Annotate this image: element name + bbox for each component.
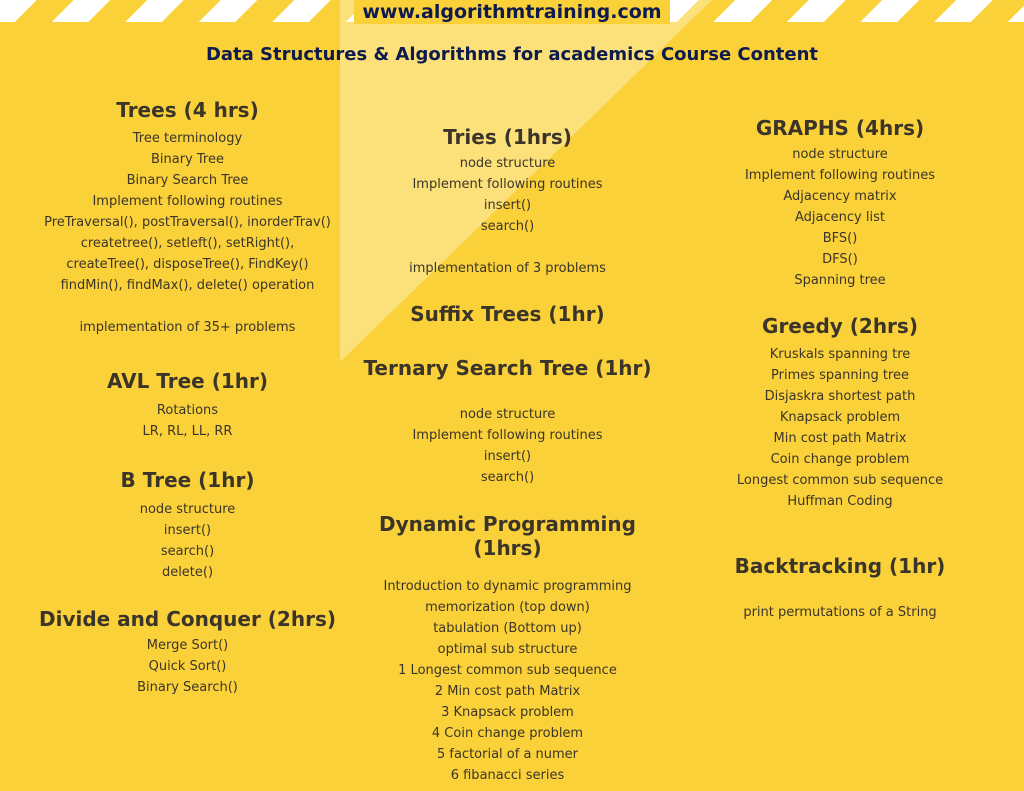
list-item: Binary Search Tree <box>126 173 249 188</box>
list-item: 5 factorial of a numer <box>436 747 579 762</box>
site-url[interactable] <box>0 0 1024 26</box>
list-item: Huffman Coding <box>787 494 893 509</box>
list-item: 6 fibanacci series <box>450 768 565 783</box>
list-item: node structure <box>792 147 888 162</box>
list-item: 1 Longest common sub sequence <box>398 663 617 678</box>
list-item: delete() <box>161 565 214 580</box>
section-title: Trees (4 hrs) <box>116 98 259 122</box>
list-item: optimal sub structure <box>437 642 578 657</box>
list-item <box>30 296 345 317</box>
section-title: Ternary Search Tree (1hr) <box>363 356 652 380</box>
list-item: Binary Tree <box>151 152 224 167</box>
list-item: Tree terminology <box>132 131 243 146</box>
list-item: createTree(), disposeTree(), FindKey() <box>66 257 309 272</box>
list-item: search() <box>160 544 215 559</box>
list-item: Longest common sub sequence <box>736 473 944 488</box>
list-item: Implement following routines <box>744 168 936 183</box>
list-item: Adjacency matrix <box>783 189 897 204</box>
section-title: Tries (1hrs) <box>443 125 572 149</box>
list-item: 3 Knapsack problem <box>441 705 574 720</box>
section-greedy <box>690 314 990 512</box>
list-item: createtree(), setleft(), setRight(), <box>80 236 295 251</box>
list-item: print permutations of a String <box>743 605 937 620</box>
section-avl <box>30 369 345 442</box>
list-item: Coin change problem <box>770 452 910 467</box>
section-tries <box>350 125 665 279</box>
list-item: memorization (top down) <box>425 600 590 615</box>
list-item: DFS() <box>822 252 858 267</box>
list-item: implementation of 35+ problems <box>79 320 296 335</box>
list-item: Implement following routines <box>412 428 603 443</box>
list-item: 2 Min cost path Matrix <box>434 684 581 699</box>
section-trees <box>30 98 345 338</box>
section-dynamic-programming <box>350 512 665 786</box>
section-divide-conquer <box>30 607 345 698</box>
list-item: LR, RL, LL, RR <box>142 424 233 439</box>
list-item: Disjaskra shortest path <box>764 389 916 404</box>
list-item: insert() <box>163 523 212 538</box>
section-title: Greedy (2hrs) <box>762 314 918 338</box>
list-item: Kruskals spanning tre <box>769 347 911 362</box>
section-ternary <box>350 356 665 488</box>
page-title: Data Structures & Algorithms for academics Course Content <box>205 44 819 65</box>
section-title: Backtracking (1hr) <box>734 554 946 578</box>
list-item: Knapsack problem <box>779 410 901 425</box>
list-item: Implement following routines <box>412 177 603 192</box>
list-item: node structure <box>459 156 556 171</box>
list-item: Min cost path Matrix <box>773 431 907 446</box>
list-item: Quick Sort() <box>148 659 227 674</box>
section-title: B Tree (1hr) <box>120 468 255 492</box>
list-item: findMin(), findMax(), delete() operation <box>60 278 315 293</box>
site-url-text[interactable]: www.algorithmtraining.com <box>354 0 669 24</box>
list-item: search() <box>480 219 535 234</box>
list-item <box>350 237 665 258</box>
list-item: insert() <box>483 449 532 464</box>
list-item: tabulation (Bottom up) <box>433 621 582 636</box>
section-title: Suffix Trees (1hr) <box>410 302 605 326</box>
section-graphs <box>690 116 990 291</box>
list-item: insert() <box>483 198 532 213</box>
list-item: PreTraversal(), postTraversal(), inorderTrav() <box>44 215 331 230</box>
list-item: Primes spanning tree <box>771 368 909 383</box>
list-item: Adjacency list <box>795 210 885 225</box>
list-item: Rotations <box>156 403 219 418</box>
section-title: AVL Tree (1hr) <box>106 369 268 393</box>
list-item: Implement following routines <box>92 194 283 209</box>
list-item: implementation of 3 problems <box>409 261 606 276</box>
list-item: Binary Search() <box>137 680 238 695</box>
section-title: Divide and Conquer (2hrs) <box>38 607 336 631</box>
section-backtracking <box>690 554 990 623</box>
list-item: Merge Sort() <box>146 638 229 653</box>
list-item: BFS() <box>822 231 858 246</box>
section-btree <box>30 468 345 583</box>
section-title: Dynamic Programming (1hrs) <box>379 512 636 560</box>
section-suffix-trees <box>350 302 665 326</box>
list-item: search() <box>480 470 535 485</box>
list-item: 4 Coin change problem <box>431 726 584 741</box>
list-item: node structure <box>459 407 556 422</box>
list-item: Spanning tree <box>794 273 886 288</box>
list-item: Introduction to dynamic programming <box>383 579 632 594</box>
section-title: GRAPHS (4hrs) <box>755 116 925 140</box>
list-item: node structure <box>139 502 236 517</box>
